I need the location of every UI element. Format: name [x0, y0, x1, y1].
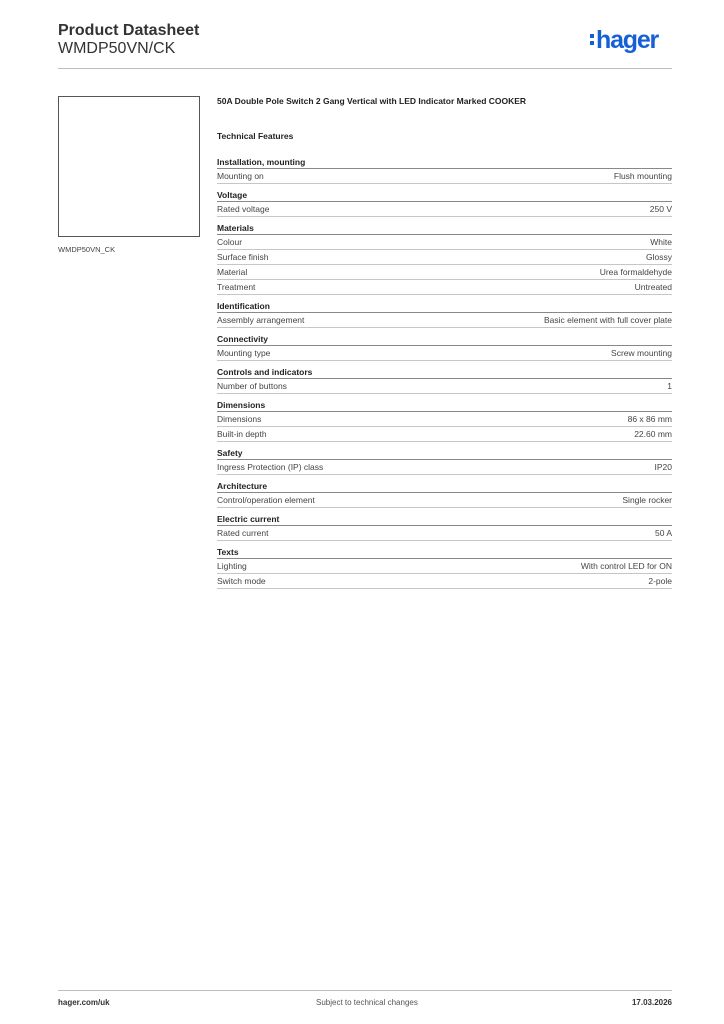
feature-label: Switch mode	[217, 576, 266, 586]
technical-features-title: Technical Features	[217, 131, 294, 141]
feature-label: Built-in depth	[217, 429, 267, 439]
product-code: WMDP50VN/CK	[58, 40, 176, 57]
feature-section	[217, 513, 672, 541]
footer-website-link[interactable]: hager.com/uk	[58, 998, 110, 1007]
feature-value: Basic element with full cover plate	[543, 315, 672, 325]
section-heading: Controls and indicators	[217, 366, 672, 379]
logo-dots-icon	[590, 34, 594, 45]
section-heading: Architecture	[217, 480, 672, 493]
feature-row	[217, 235, 672, 250]
product-image-placeholder	[58, 96, 200, 237]
feature-row	[217, 265, 672, 280]
feature-value: Glossy	[646, 252, 672, 262]
feature-row	[217, 250, 672, 265]
feature-value: 22.60 mm	[634, 429, 672, 439]
feature-value: 1	[667, 381, 672, 391]
feature-row	[217, 379, 672, 394]
technical-features-table	[217, 156, 672, 594]
section-heading: Dimensions	[217, 399, 672, 412]
feature-label: Dimensions	[217, 414, 262, 424]
section-heading: Identification	[217, 300, 672, 313]
feature-label: Mounting on	[217, 171, 264, 181]
section-heading: Voltage	[217, 189, 672, 202]
feature-label: Lighting	[217, 561, 247, 571]
footer-divider	[58, 990, 672, 991]
feature-row	[217, 526, 672, 541]
section-heading: Connectivity	[217, 333, 672, 346]
image-caption: WMDP50VN_CK	[58, 245, 116, 254]
feature-value: White	[650, 237, 672, 247]
section-heading: Materials	[217, 222, 672, 235]
feature-row	[217, 427, 672, 442]
feature-section	[217, 333, 672, 361]
feature-row	[217, 169, 672, 184]
feature-value: Screw mounting	[611, 348, 672, 358]
feature-row	[217, 313, 672, 328]
feature-row	[217, 280, 672, 295]
feature-row	[217, 460, 672, 475]
feature-label: Mounting type	[217, 348, 271, 358]
footer-notice: Subject to technical changes	[316, 998, 418, 1007]
feature-row	[217, 202, 672, 217]
feature-section	[217, 447, 672, 475]
feature-section	[217, 156, 672, 184]
feature-row	[217, 574, 672, 589]
feature-label: Control/operation element	[217, 495, 315, 505]
feature-value: Untreated	[634, 282, 672, 292]
logo-text: hager	[596, 26, 659, 54]
feature-value: 250 V	[649, 204, 672, 214]
feature-value: Single rocker	[622, 495, 672, 505]
page-title: Product Datasheet	[58, 22, 200, 39]
feature-section	[217, 300, 672, 328]
footer-date: 17.03.2026	[631, 998, 672, 1007]
feature-row	[217, 412, 672, 427]
feature-label: Number of buttons	[217, 381, 287, 391]
feature-label: Rated current	[217, 528, 269, 538]
section-heading: Electric current	[217, 513, 672, 526]
feature-section	[217, 222, 672, 295]
feature-value: With control LED for ON	[580, 561, 672, 571]
product-name: 50A Double Pole Switch 2 Gang Vertical with LED Indicator Marked COOKER	[217, 96, 527, 106]
feature-label: Surface finish	[217, 252, 269, 262]
feature-row	[217, 559, 672, 574]
feature-label: Ingress Protection (IP) class	[217, 462, 324, 472]
feature-section	[217, 189, 672, 217]
feature-value: IP20	[654, 462, 672, 472]
feature-section	[217, 546, 672, 589]
feature-label: Treatment	[217, 282, 256, 292]
hager-logo	[590, 27, 658, 53]
feature-row	[217, 493, 672, 508]
feature-section	[217, 480, 672, 508]
feature-value: 50 A	[654, 528, 672, 538]
feature-label: Assembly arrangement	[217, 315, 305, 325]
feature-value: Flush mounting	[613, 171, 672, 181]
feature-section	[217, 399, 672, 442]
section-heading: Installation, mounting	[217, 156, 672, 169]
feature-label: Material	[217, 267, 248, 277]
feature-value: 2-pole	[648, 576, 672, 586]
feature-row	[217, 346, 672, 361]
section-heading: Texts	[217, 546, 672, 559]
feature-label: Rated voltage	[217, 204, 270, 214]
feature-label: Colour	[217, 237, 243, 247]
header-divider	[58, 68, 672, 69]
feature-value: 86 x 86 mm	[627, 414, 672, 424]
section-heading: Safety	[217, 447, 672, 460]
feature-section	[217, 366, 672, 394]
feature-value: Urea formaldehyde	[599, 267, 672, 277]
